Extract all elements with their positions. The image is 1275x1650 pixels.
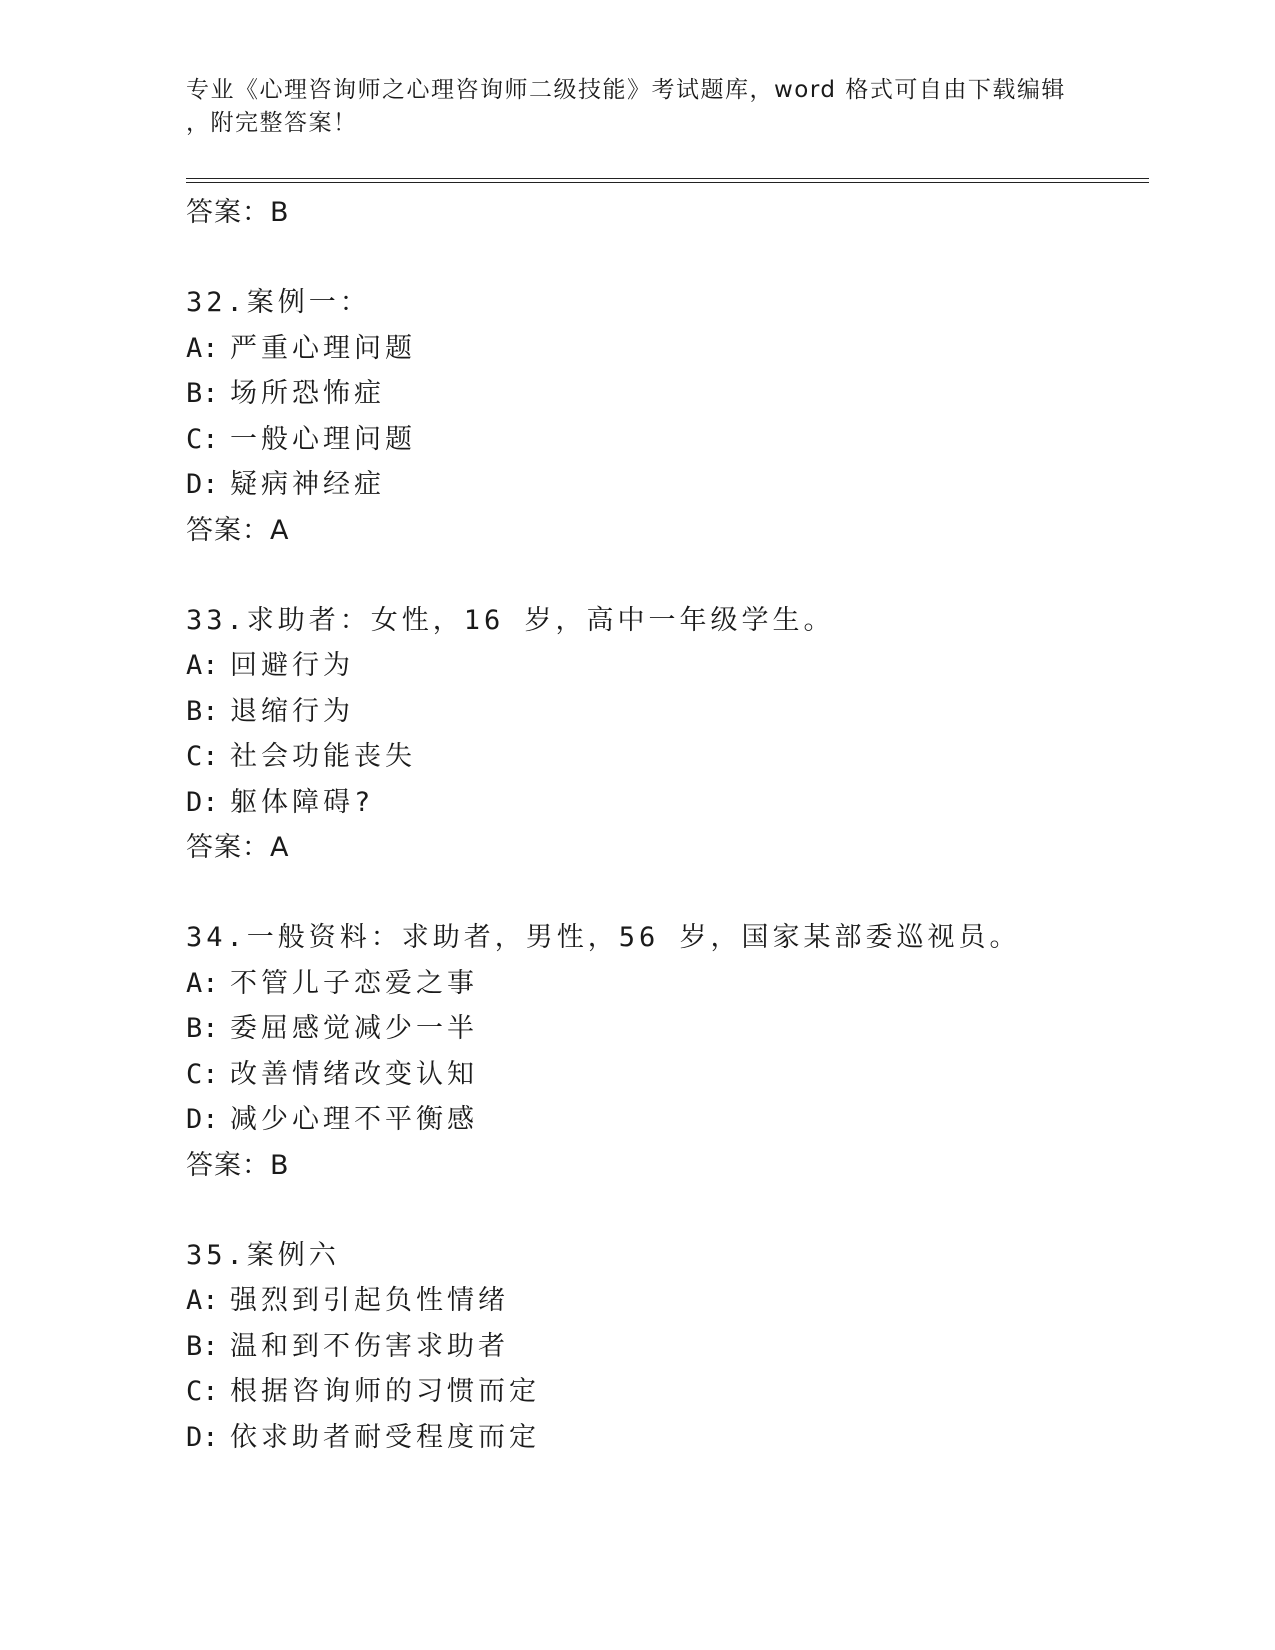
option-text: 依求助者耐受程度而定 [230,1421,540,1453]
question-stem: 32.案例一： [186,287,371,318]
option-text: 根据咨询师的习惯而定 [230,1376,540,1407]
option-letter: B: [186,1013,219,1044]
option-letter: C: [186,741,219,772]
option-letter: B: [186,378,219,409]
option-b [186,1006,1146,1052]
option-letter: A: [186,967,219,999]
answer-label: 答案： [186,832,270,863]
option-letter: D: [186,469,219,500]
option-c [186,1052,1146,1098]
header-line-1: 专业《心理咨询师之心理咨询师二级技能》考试题库，word 格式可自由下载编辑 [186,77,1066,103]
answer-value: B [270,1149,290,1181]
answer-value: B [270,197,290,228]
option-a [186,643,1146,689]
spacer [186,1188,1146,1233]
spacer [186,870,1146,915]
option-d [186,462,1146,508]
option-text: 退缩行为 [230,695,354,727]
header-line-2: ，附完整答案！ [186,110,358,136]
answer-line [186,190,1146,235]
spacer [186,553,1146,598]
option-c [186,417,1146,463]
question-stem: 33.求助者：女性，16 岁，高中一年级学生。 [186,604,835,636]
document-header [186,74,1066,140]
answer-label: 答案： [186,514,270,546]
answer-value: A [270,832,290,863]
option-d [186,1097,1146,1143]
option-letter: D: [186,1421,219,1453]
option-letter: A: [186,650,219,681]
option-d [186,780,1146,826]
option-a [186,326,1146,372]
option-letter: A: [186,1285,219,1316]
option-a [186,1278,1146,1324]
option-letter: D: [186,786,219,818]
option-letter: C: [186,1376,219,1407]
option-text: 改善情绪改变认知 [230,1058,478,1090]
option-text: 强烈到引起负性情绪 [230,1285,509,1316]
option-text: 温和到不伤害求助者 [230,1330,509,1362]
option-d [186,1415,1146,1461]
option-text: 场所恐怖症 [230,378,385,409]
option-b [186,371,1146,417]
option-text: 一般心理问题 [230,423,416,455]
option-letter: B: [186,695,219,727]
option-b [186,1324,1146,1370]
option-b [186,689,1146,735]
answer-label: 答案： [186,1149,270,1181]
option-text: 严重心理问题 [230,332,416,364]
option-text: 躯体障碍? [230,786,375,818]
answer-value: A [270,514,290,546]
question-stem: 34.一般资料：求助者，男性，56 岁，国家某部委巡视员。 [186,922,1021,953]
question-stem: 35.案例六 [186,1239,340,1271]
option-c [186,1369,1146,1415]
option-text: 社会功能丧失 [230,741,416,772]
option-text: 疑病神经症 [230,469,385,500]
spacer [186,235,1146,280]
answer-label: 答案： [186,197,270,228]
option-letter: A: [186,332,219,364]
answer-line [186,825,1146,870]
answer-line [186,1143,1146,1188]
header-divider [186,178,1149,183]
option-letter: C: [186,1058,219,1090]
option-c [186,734,1146,780]
option-text: 委屈感觉减少一半 [230,1013,478,1044]
option-a [186,961,1146,1007]
option-letter: B: [186,1330,219,1362]
option-letter: D: [186,1104,219,1135]
option-letter: C: [186,423,219,455]
option-text: 回避行为 [230,650,354,681]
answer-line [186,508,1146,553]
option-text: 不管儿子恋爱之事 [230,967,478,999]
question-list [186,190,1146,1460]
option-text: 减少心理不平衡感 [230,1104,478,1135]
